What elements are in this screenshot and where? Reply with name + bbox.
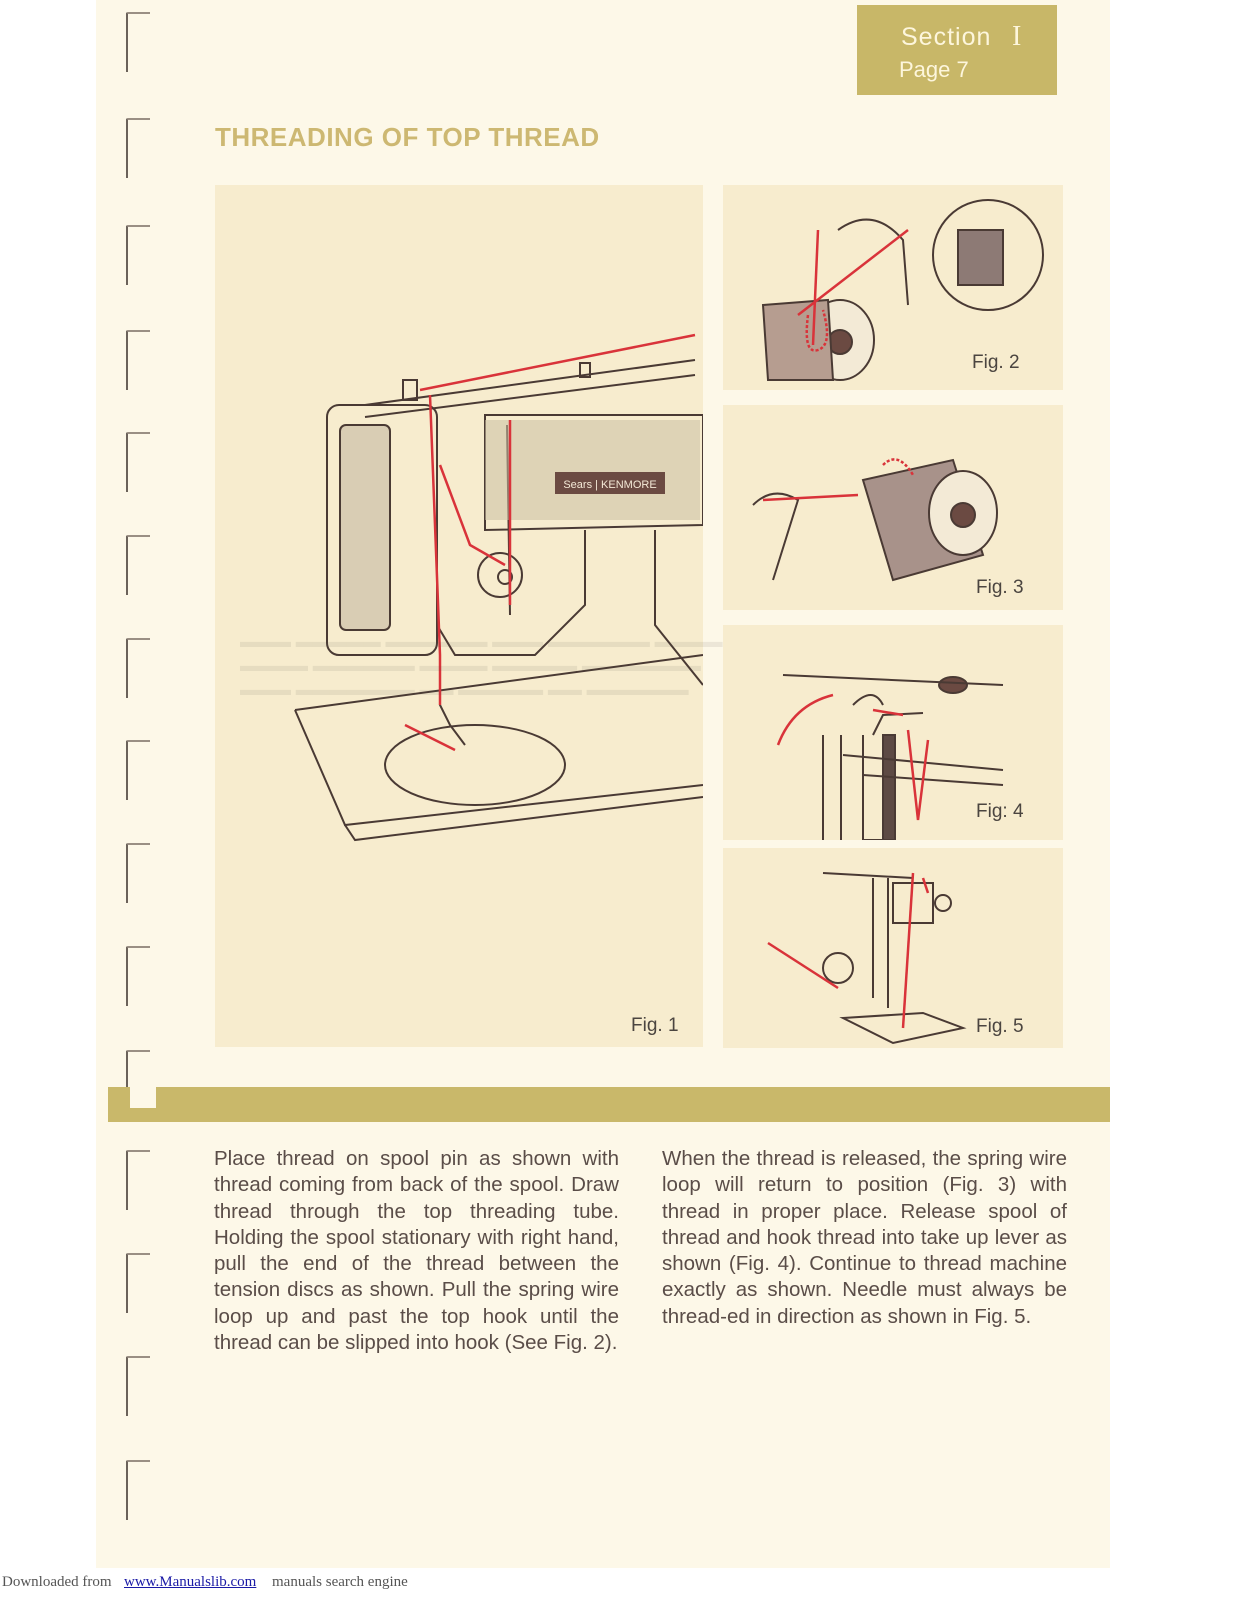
section-page-tab	[857, 5, 1057, 95]
binder-ring-mark	[126, 1253, 150, 1313]
binder-ring-mark	[126, 843, 150, 903]
binder-ring-mark	[126, 1460, 150, 1520]
instructions-left-column: Place thread on spool pin as shown with thread coming from back of the spool. Draw thread through the top threading tube. Holding the spool stationary with right hand, pull the end of the thread between the tension discs as shown. Pull the spring wire loop up and past the top hook until the thread can be slipped into hook (See Fig. 2).	[214, 1147, 619, 1355]
binder-ring-marks	[126, 0, 156, 1568]
figure-3-label: Fig. 3	[976, 577, 1024, 598]
figure-2	[723, 185, 1063, 390]
figure-3	[723, 405, 1063, 610]
figure-4	[723, 625, 1063, 840]
binder-ring-mark	[126, 330, 150, 390]
binder-ring-mark	[126, 225, 150, 285]
figure-5	[723, 848, 1063, 1048]
section-label: Section	[901, 23, 992, 51]
instructions-right-column: When the thread is released, the spring wire loop will return to position (Fig. 3) with thread in proper place. Release spool of thread and hook thread into take up lever as shown (Fig. 4). Continue to thread machine exactly as shown. Needle must always be thread-ed in direction as shown in Fig. 5.	[662, 1147, 1067, 1328]
download-footer	[0, 1570, 1236, 1600]
binder-ring-mark	[126, 535, 150, 595]
binder-ring-mark	[126, 740, 150, 800]
binder-ring-mark	[126, 638, 150, 698]
figure-1-label: Fig. 1	[631, 1015, 679, 1036]
binder-ring-mark	[126, 1356, 150, 1416]
page-number: Page 7	[899, 57, 969, 82]
machine-badge: Sears | KENMORE	[563, 479, 657, 491]
binder-ring-mark	[126, 1150, 150, 1210]
footer-suffix: manuals search engine	[272, 1574, 408, 1590]
page-title: THREADING OF TOP THREAD	[215, 122, 600, 152]
section-number: I	[1012, 21, 1022, 52]
binder-ring-mark	[126, 118, 150, 178]
manualslib-link[interactable]: www.Manualslib.com	[124, 1574, 257, 1590]
figure-1	[215, 185, 723, 1047]
binder-ring-mark	[126, 432, 150, 492]
section-divider-band	[108, 1087, 1110, 1122]
figure-5-label: Fig. 5	[976, 1016, 1024, 1037]
binder-ring-mark	[126, 946, 150, 1006]
figure-4-label: Fig: 4	[976, 801, 1024, 822]
figure-2-label: Fig. 2	[972, 352, 1020, 373]
binder-ring-mark	[126, 12, 150, 72]
bleed-through-text: ▬▬▬ ▬▬▬▬▬ ▬▬▬▬▬▬ ▬▬▬ ▬▬▬▬▬▬ ▬▬▬▬ ▬▬▬▬ ▬▬▬▬▬▬ ▬▬▬▬ ▬▬▬▬▬ ▬▬▬▬▬▬▬ ▬▬▬ ▬▬▬▬▬▬▬ ▬▬ ▬▬▬▬▬ ▬▬ ▬▬▬▬▬▬	[240, 632, 723, 699]
footer-prefix: Downloaded from	[2, 1574, 112, 1590]
sewing-machine-illustration	[215, 185, 703, 1047]
tab-notch	[130, 1084, 156, 1108]
